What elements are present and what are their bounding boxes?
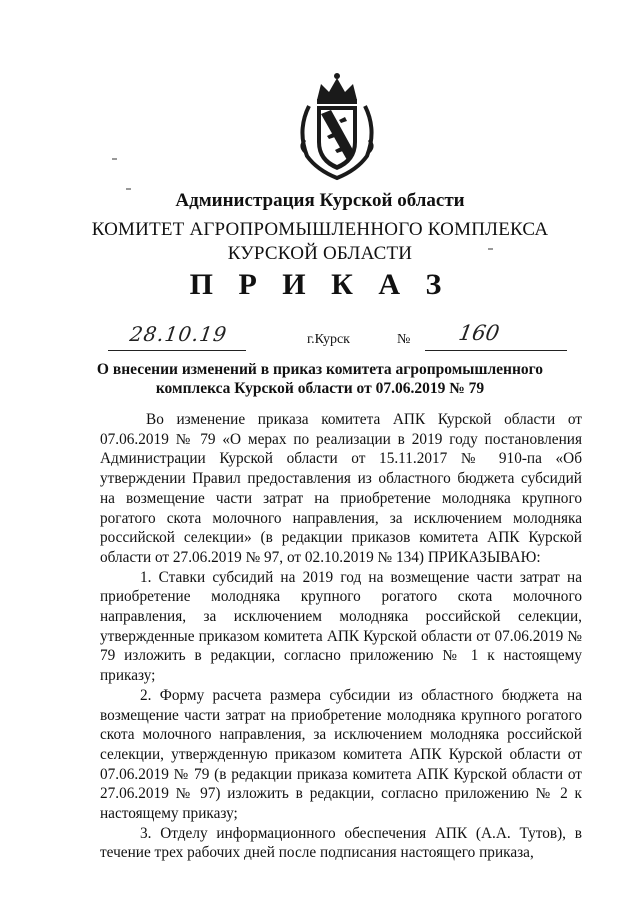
administration-title: Администрация Курской области	[175, 190, 465, 211]
committee-title	[0, 218, 640, 266]
number-field	[425, 321, 567, 351]
subject-line2: комплекса Курской области от 07.06.2019 № 79	[155, 380, 485, 397]
city-label: г.Курск	[307, 332, 350, 347]
item-3-paragraph: 3. Отделу информационного обеспечения АПК (А.А. Тутов), в течение трех рабочих дней после подписания настоящего приказа,	[100, 824, 582, 862]
item-2-paragraph: 2. Форму расчета размера субсидии из областного бюджета на возмещение части затрат на приобретение молодняка крупного рогатого скота молочного направления, за исключением молодняка российской селекции, утвержденную приказом комитета АПК Курской области от 07.06.2019 № 79 (в редакции приказа комитета АПК Курской области от 27.06.2019 № 97) изложить в редакции, согласно приложению № 2 к настоящему приказу;	[100, 686, 582, 823]
document-type: П Р И К А З	[189, 268, 451, 301]
document-meta-line	[0, 321, 640, 352]
document-body	[100, 410, 582, 863]
intro-paragraph: Во изменение приказа комитета АПК Курской области от 07.06.2019 № 79 «О мерах по реализации в 2019 году постановления Администрации Курской области от 15.11.2017 № 910-па «Об утверждении Правил предоставления из областного бюджета субсидий на возмещение части затрат на приобретение молодняка крупного рогатого скота молочного направления, за исключением молодняка российской селекции» (в редакции приказов комитета АПК Курской области от 27.06.2019 № 97, от 02.10.2019 № 134) ПРИКАЗЫВАЮ:	[100, 411, 582, 566]
date-field	[108, 322, 246, 351]
subject-line1: О внесении изменений в приказ комитета агропромышленного	[96, 361, 544, 378]
handwritten-date: 28.10.19	[128, 322, 229, 346]
scan-speck	[126, 188, 131, 190]
scan-speck	[488, 248, 493, 250]
kursk-coat-of-arms-icon	[287, 70, 387, 182]
handwritten-number: 160	[456, 321, 502, 345]
committee-title-line1: КОМИТЕТ АГРОПРОМЫШЛЕННОГО КОМПЛЕКСА	[91, 219, 549, 240]
committee-title-line2: КУРСКОЙ ОБЛАСТИ	[227, 243, 413, 264]
scan-speck	[112, 158, 117, 160]
number-sign: №	[397, 332, 411, 347]
document-subject	[0, 360, 640, 398]
item-1-paragraph: 1. Ставки субсидий на 2019 год на возмещение части затрат на приобретение молодняка крупного рогатого скота молочного направления, за исключением молодняка российской селекции, утвержденные приказом комитета АПК Курской области от 07.06.2019 № 79 изложить в редакции, согласно приложению № 1 к настоящему приказу;	[100, 568, 582, 685]
